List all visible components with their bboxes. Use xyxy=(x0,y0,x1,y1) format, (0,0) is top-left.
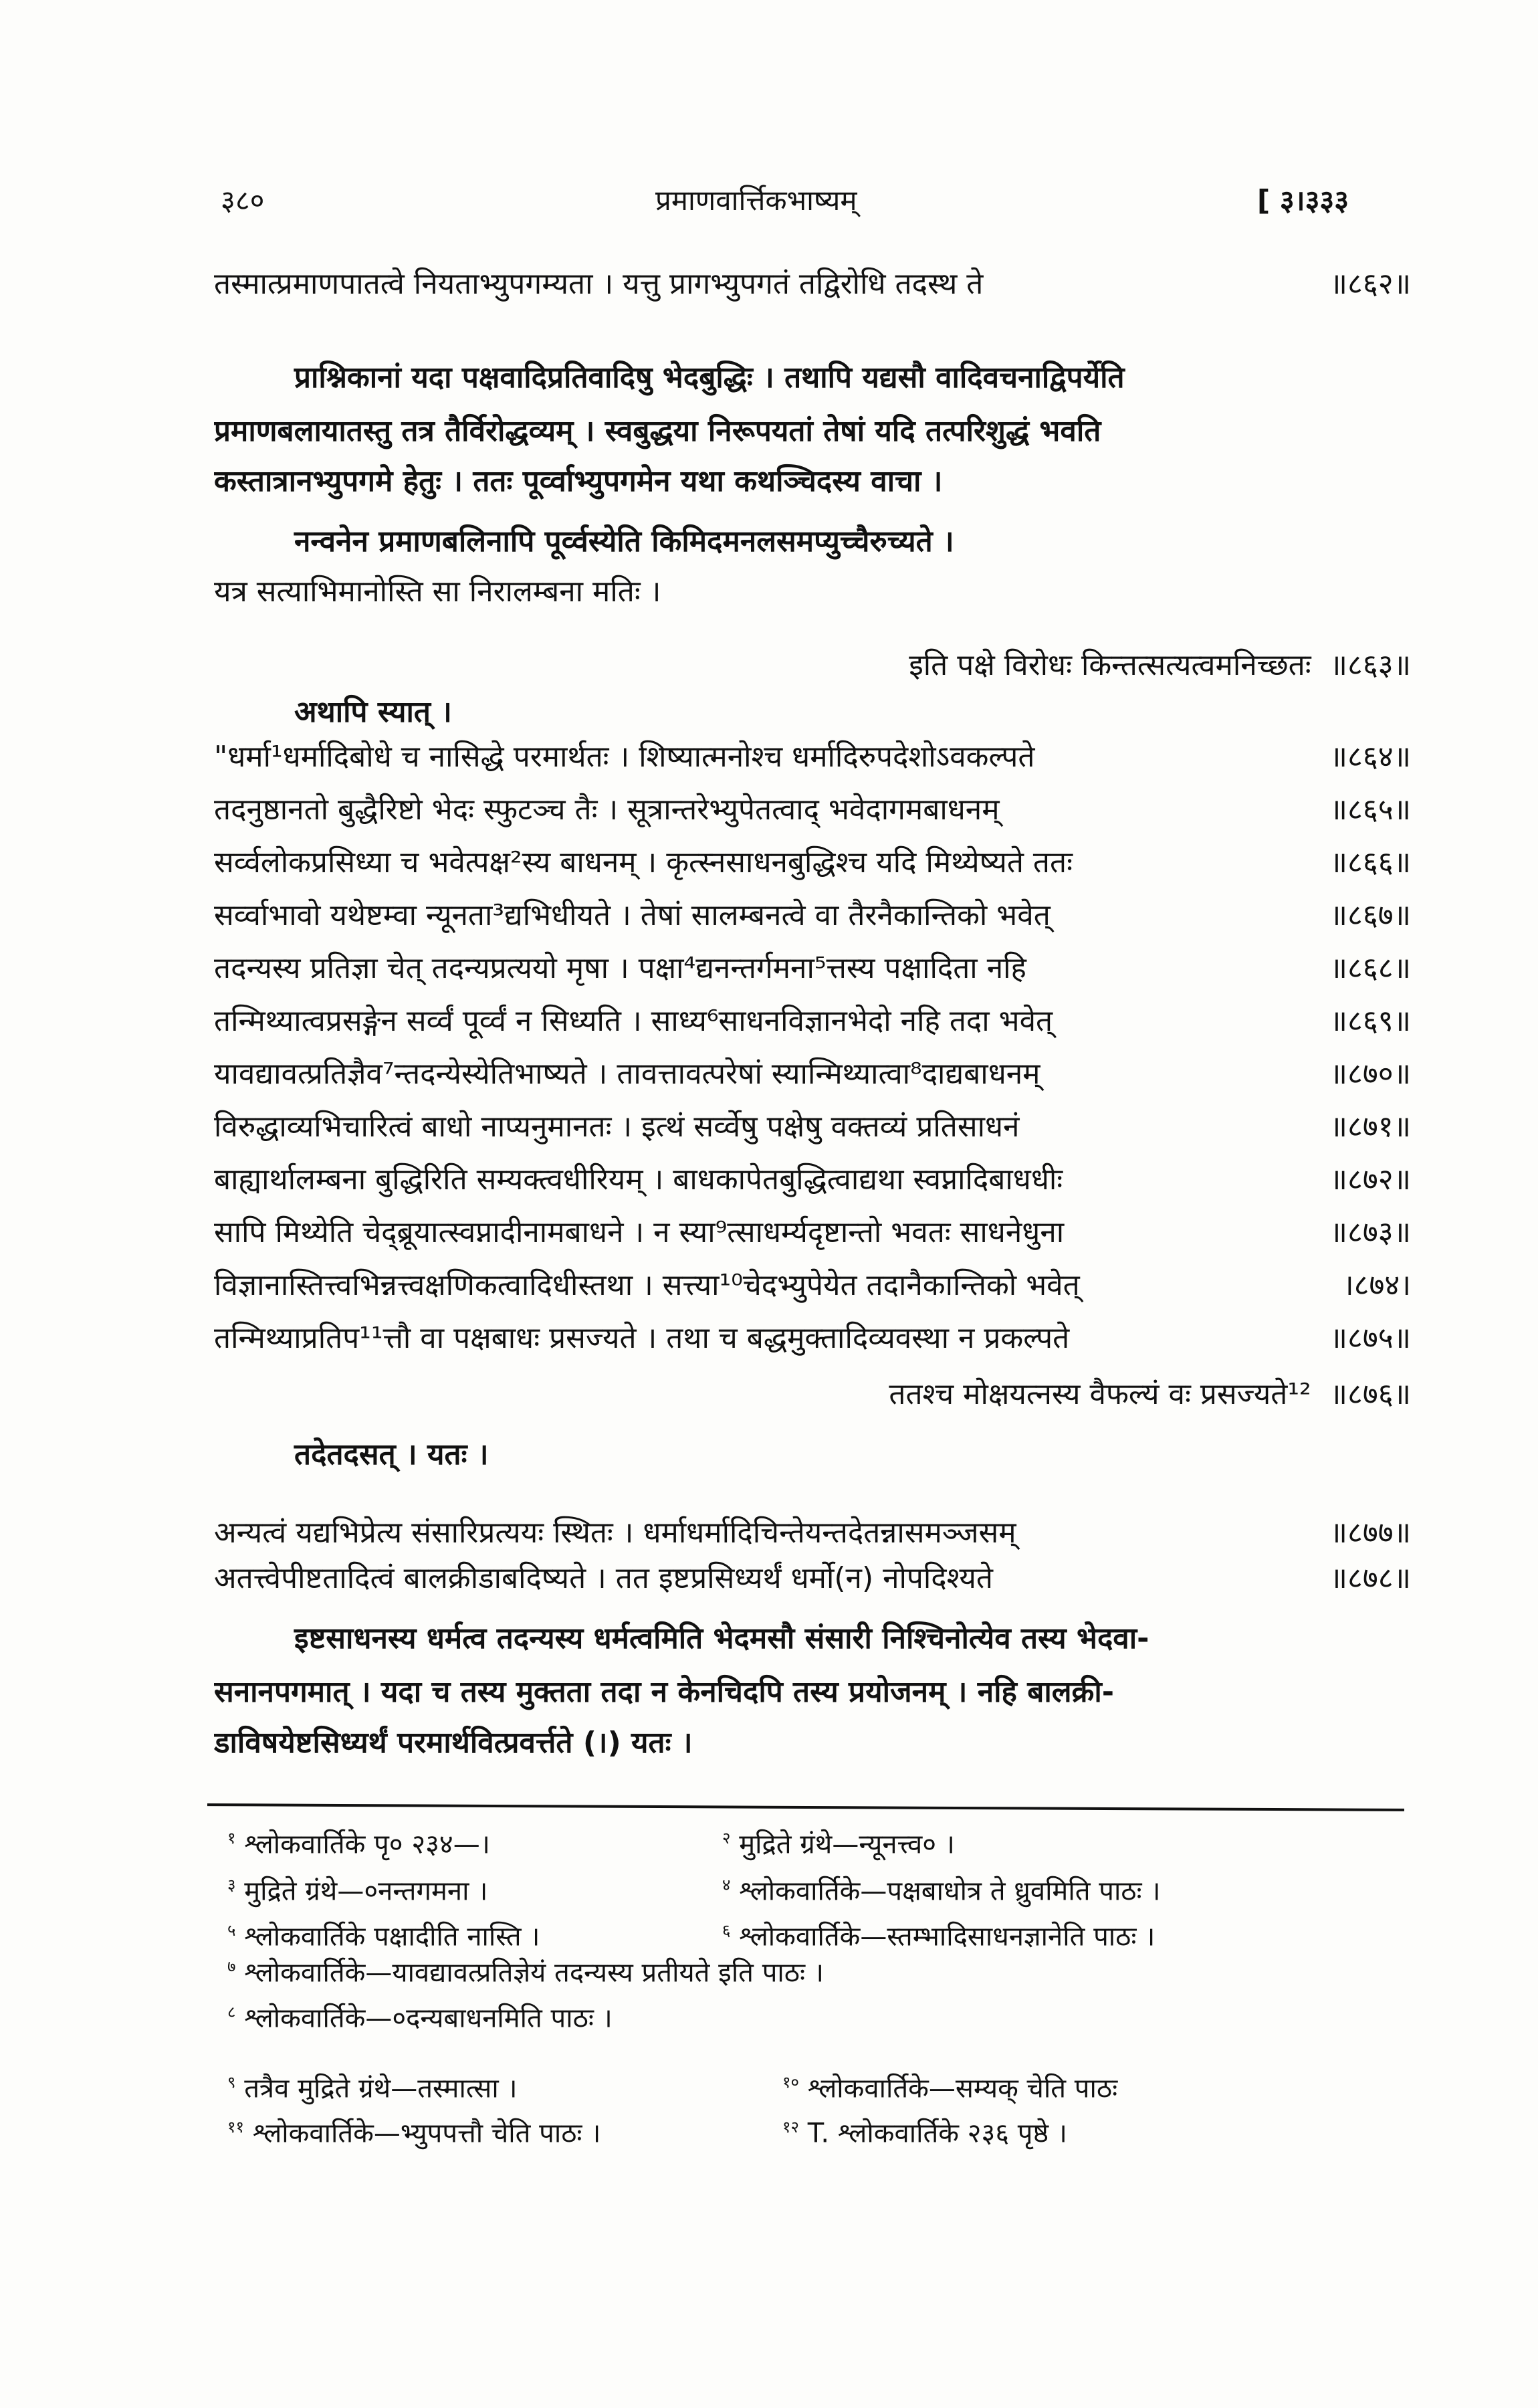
tadetad-heading: तदेतदसत् । यतः । xyxy=(294,1437,489,1472)
footnote-divider xyxy=(207,1803,1404,1811)
verse-text: "धर्मा¹धर्मादिबोधे च नासिद्धे परमार्थतः । शिष्यात्मनोश्च धर्मादिरुपदेशोऽवकल्पते xyxy=(214,740,1035,774)
footnote-mark: ८ xyxy=(227,2003,236,2021)
footnote-mark: १ xyxy=(227,1829,236,1847)
commentary-line: नन्वनेन प्रमाणबलिनापि पूर्व्वस्येति किमिदमनलसमप्युच्चैरुच्यते । xyxy=(294,524,954,559)
verse-text: इति पक्षे विरोधः किन्तत्सत्यत्वमनिच्छतः xyxy=(909,648,1311,682)
section-number: [ ३।३३३ xyxy=(1257,184,1349,217)
page-number: ३८० xyxy=(221,184,265,217)
verse-line xyxy=(214,1054,1411,1094)
verse-number: ॥८६२॥ xyxy=(1329,267,1411,301)
verse-text: अतत्त्वेपीष्टतादित्वं बालक्रीडाबदिष्यते । तत इष्टप्रसिध्यर्थं धर्मो(न) नोपदिश्यते xyxy=(214,1561,993,1595)
footnote xyxy=(227,1819,490,1863)
footnote-text: तत्रैव मुद्रिते ग्रंथे—तस्मात्सा । xyxy=(244,2073,518,2104)
verse-line xyxy=(214,1266,1411,1306)
verse-text: विरुद्धाव्यभिचारित्वं बाधो नाप्यनुमानतः । इत्थं सर्व्वेषु पक्षेषु वक्तव्यं प्रतिसाधनं xyxy=(214,1110,1020,1144)
footnote-text: श्लोकवार्तिके—यावद्यावत्प्रतिज्ञेयं तदन्यस्य प्रतीयते इति पाठः । xyxy=(244,1957,824,1989)
footnote-text: मुद्रिते ग्रंथे—०नन्तगमना । xyxy=(244,1876,488,1907)
footnote-text: श्लोकवार्तिके—पक्षबाधोत्र ते ध्रुवमिति पाठः । xyxy=(739,1876,1161,1907)
verse-text: ततश्च मोक्षयत्नस्य वैफल्यं वः प्रसज्यते¹² xyxy=(889,1377,1311,1411)
verse-number: ।८७४। xyxy=(1343,1268,1411,1302)
footnote xyxy=(722,1819,955,1863)
verse-862 xyxy=(214,264,1411,304)
footnote-mark: ११ xyxy=(227,2118,244,2136)
verse-text: सर्व्वलोकप्रसिध्या च भवेत्पक्ष²स्य बाधनम् । कृत्स्नसाधनबुद्धिश्च यदि मिथ्येष्यते ततः xyxy=(214,845,1073,880)
verse-line xyxy=(214,790,1411,830)
verse-line xyxy=(214,1318,1411,1359)
verse-number: ॥८६८॥ xyxy=(1329,951,1411,985)
footnote xyxy=(782,2064,1117,2107)
verse-number: ॥८७५॥ xyxy=(1329,1321,1411,1355)
verse-line xyxy=(214,1107,1411,1147)
verse-line xyxy=(214,1213,1411,1253)
verse-text: सापि मिथ्येति चेद्ब्रूयात्स्वप्नादीनामबाधने । न स्या⁹त्साधर्म्यदृष्टान्तो भवतः साधनेधुना xyxy=(214,1215,1065,1249)
verse-number: ॥८७२॥ xyxy=(1329,1163,1411,1197)
footnote-mark: १२ xyxy=(782,2118,799,2136)
verse-number: ॥८६७॥ xyxy=(1329,898,1411,932)
verse-line xyxy=(214,1001,1411,1041)
footnote-mark: ५ xyxy=(227,1921,236,1940)
verse-text: तन्मिथ्याप्रतिप¹¹त्तौ वा पक्षबाधः प्रसज्यते । तथा च बद्धमुक्तादिव्यवस्था न प्रकल्पते xyxy=(214,1321,1070,1355)
verse-text: विज्ञानास्तित्त्वभिन्नत्त्वक्षणिकत्वादिधीस्तथा । सत्त्या¹⁰चेदभ्युपेयेत तदानैकान्तिको भवेत् xyxy=(214,1268,1080,1302)
verse-number: ॥८७७॥ xyxy=(1329,1516,1411,1550)
footnote-mark: ७ xyxy=(227,1957,236,1976)
footnote xyxy=(227,2108,600,2152)
verse-863-second-half xyxy=(214,645,1411,686)
verse-text: सर्व्वाभावो यथेष्टम्वा न्यूनता³द्यभिधीयते । तेषां सालम्बनत्वे वा तैरनैकान्तिको भवेत् xyxy=(214,898,1051,932)
verse-line xyxy=(214,896,1411,936)
verse-number: ॥८७६॥ xyxy=(1329,1377,1411,1411)
verse-number: ॥८६३॥ xyxy=(1329,648,1411,682)
footnote xyxy=(722,1866,1161,1910)
footnote-text: श्लोकवार्तिके पृ० २३४—। xyxy=(244,1829,490,1860)
commentary-line: प्रमाणबलायातस्तु तत्र तैर्विरोद्धव्यम् । स्वबुद्धया निरूपयतां तेषां यदि तत्परिशुद्धं भवति xyxy=(214,414,1101,448)
commentary-line: प्राश्निकानां यदा पक्षवादिप्रतिवादिषु भेदबुद्धिः । तथापि यद्यसौ वादिवचनाद्विपर्येति xyxy=(294,361,1125,395)
footnote-text: T. श्लोकवार्तिके २३६ पृष्ठे । xyxy=(807,2118,1067,2149)
verse-line xyxy=(214,948,1411,989)
verse-text: यावद्यावत्प्रतिज्ञैव⁷न्तदन्येस्येतिभाष्यते । तावत्तावत्परेषां स्यान्मिथ्यात्वा⁸दाद्यबाधनम् xyxy=(214,1057,1040,1091)
verse-line xyxy=(214,1160,1411,1200)
verse-line xyxy=(214,843,1411,883)
verse-text: तन्मिथ्यात्वप्रसङ्गेन सर्व्वं पूर्व्वं न सिध्यति । साध्य⁶साधनविज्ञानभेदो नहि तदा भवेत् xyxy=(214,1004,1053,1038)
footnote-text: श्लोकवार्तिके—सम्यक् चेति पाठः xyxy=(807,2073,1118,2104)
footnote-mark: ९ xyxy=(227,2073,236,2092)
footnote-text: श्लोकवार्तिके—भ्युपपत्तौ चेति पाठः । xyxy=(252,2118,601,2149)
commentary-line: डाविषयेष्टसिध्यर्थं परमार्थवित्प्रवर्त्तते (।) यतः । xyxy=(214,1726,693,1760)
verse-number: ॥८७३॥ xyxy=(1329,1215,1411,1249)
commentary-line: कस्तात्रानभ्युपगमे हेतुः । ततः पूर्व्वाभ्युपगमेन यथा कथञ्चिदस्य वाचा । xyxy=(214,464,943,498)
footnote xyxy=(227,1948,824,1991)
verse-line xyxy=(214,737,1411,777)
commentary-line: इष्टसाधनस्य धर्मत्व तदन्यस्य धर्मत्वमिति भेदमसौ संसारी निश्चिनोत्येव तस्य भेदवा- xyxy=(294,1621,1149,1656)
footnote xyxy=(227,1866,487,1910)
verse-876 xyxy=(214,1375,1411,1415)
verse-number: ॥८६९॥ xyxy=(1329,1004,1411,1038)
footnote-mark: ३ xyxy=(227,1876,236,1894)
footnote-mark: १० xyxy=(782,2073,799,2092)
footnote-text: श्लोकवार्तिके—स्तम्भादिसाधनज्ञानेति पाठः । xyxy=(739,1921,1156,1952)
verse-878 xyxy=(214,1559,1411,1599)
verse-863-first-half: यत्र सत्याभिमानोस्ति सा निरालम्बना मतिः । xyxy=(214,575,661,609)
commentary-line: सनानपगमात् । यदा च तस्य मुक्तता तदा न केनचिदपि तस्य प्रयोजनम् । नहि बालक्री- xyxy=(214,1675,1114,1709)
verse-number: ॥८६४॥ xyxy=(1329,740,1411,774)
verse-877 xyxy=(214,1513,1411,1553)
running-title: प्रमाणवार्त्तिकभाष्यम् xyxy=(655,184,857,217)
verse-text: बाह्यार्थालम्बना बुद्धिरिति सम्यक्त्वधीरियम् । बाधकापेतबुद्धित्वाद्यथा स्वप्नादिबाधधीः xyxy=(214,1163,1063,1197)
verse-number: ॥८७०॥ xyxy=(1329,1057,1411,1091)
footnote-mark: २ xyxy=(722,1829,731,1847)
verse-number: ॥८७८॥ xyxy=(1329,1561,1411,1595)
verse-text: तस्मात्प्रमाणपातत्वे नियताभ्युपगम्यता । यत्तु प्रागभ्युपगतं तद्विरोधि तदस्थ ते xyxy=(214,267,984,301)
footnote-mark: ४ xyxy=(722,1876,731,1894)
athapi-heading: अथापि स्यात् । xyxy=(294,695,452,729)
verse-number: ॥८६५॥ xyxy=(1329,793,1411,827)
footnote xyxy=(227,1993,613,2037)
footnote-text: मुद्रिते ग्रंथे—न्यूनत्त्व० । xyxy=(739,1829,955,1860)
verse-text: तदन्यस्य प्रतिज्ञा चेत् तदन्यप्रत्ययो मृषा । पक्षा⁴द्यनन्तर्गमना⁵त्तस्य पक्षादिता नहि xyxy=(214,951,1026,985)
verse-number: ॥८७१॥ xyxy=(1329,1110,1411,1144)
footnote xyxy=(227,2064,518,2107)
verse-text: तदनुष्ठानतो बुद्धैरिष्टो भेदः स्फुटञ्च तैः । सूत्रान्तरेभ्युपेतत्वाद् भवेदागमबाधनम् xyxy=(214,793,1000,827)
verse-text: अन्यत्वं यद्यभिप्रेत्य संसारिप्रत्ययः स्थितः । धर्माधर्मादिचिन्तेयन्तदेतन्नासमञ्जसम् xyxy=(214,1516,1016,1550)
footnote-text: श्लोकवार्तिके—०दन्यबाधनमिति पाठः । xyxy=(244,2003,613,2034)
footnote-text: श्लोकवार्तिके पक्षादीति नास्ति । xyxy=(244,1921,540,1952)
footnote-mark: ६ xyxy=(722,1921,731,1940)
footnote xyxy=(782,2108,1067,2152)
verse-number: ॥८६६॥ xyxy=(1329,845,1411,880)
